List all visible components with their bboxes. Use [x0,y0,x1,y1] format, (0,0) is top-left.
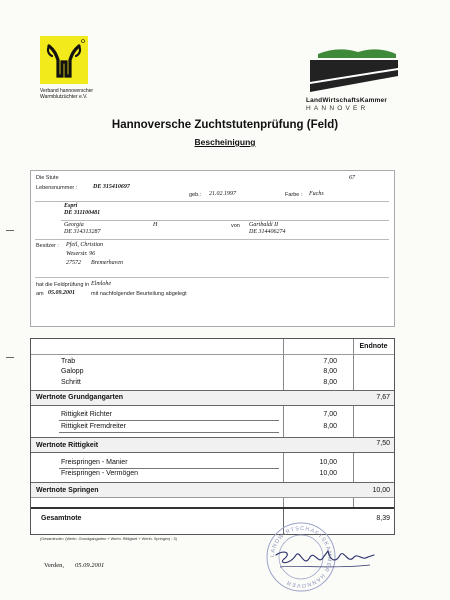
life-number-value: DE 315410697 [93,184,130,190]
color-label: Farbe : [285,192,303,198]
rideability-judge-value: 7,00 [323,411,337,418]
jumping-ability-value: 10,00 [319,470,337,477]
mare-label: Die Stute [36,175,59,181]
gaits-total-label: Wertnote Grundgangarten [36,394,123,401]
exam-place: Elmlohe [91,281,111,287]
overall-score-value: 8,39 [376,515,390,522]
owner-zip: 27572 [66,260,81,266]
handwritten-signature-icon [270,545,380,575]
dam-letter: H [153,222,158,228]
chamber-name: LandWirtschaftsKammer [306,97,388,104]
dam-sire-name: Garibaldi II [249,222,279,228]
document-subtitle: Bescheinigung [194,137,256,147]
owner-label: Besitzer : [36,243,59,249]
sire-number: DE 311100481 [64,210,101,216]
chamber-city: HANNOVER [306,105,369,112]
dam-sire-number: DE 314406274 [249,229,286,235]
gait-trab-value: 7,00 [323,358,337,365]
jumping-total-value: 10,00 [372,487,390,494]
jumping-total-label: Wertnote Springen [36,487,99,494]
gait-schritt-value: 8,00 [323,379,337,386]
issue-date: 05.09.2001 [75,562,105,569]
color-value: Fuchs [309,191,324,197]
rideability-guest-rider-label: Rittigkeit Fremdreiter [61,423,126,430]
horse-head-logo-icon [40,36,88,84]
owner-street: Weserstr. 96 [66,251,96,257]
born-label: geb.: [189,192,202,198]
gait-trab-label: Trab [61,358,76,365]
document-title: Hannoversche Zuchtstutenprüfung (Feld) [111,119,339,131]
jumping-style-label: Freispringen - Manier [61,459,128,466]
gaits-total-value: 7,67 [376,394,390,401]
gait-galopp-label: Galopp [61,368,84,375]
mare-details-form [30,170,395,327]
rideability-guest-rider-value: 8,00 [323,423,337,430]
exam-date-prefix: am [36,291,44,297]
seal-text: LANDWIRTSCHAFTSKAMMER HANNOVER [269,525,333,589]
overall-score-label: Gesamtnote [41,515,82,522]
dam-sire-label: von [231,223,240,229]
rideability-total-label: Wertnote Rittigkeit [36,442,99,449]
owner-city: Bremerhaven [91,260,123,266]
final-score-header: Endnote [359,343,388,350]
mare-number: 67 [349,175,355,181]
association-name-line2: Warmblutzüchter e.V. [40,94,88,100]
issue-place: Verden, [44,562,65,569]
life-number-label: Lebensnummer : [36,185,78,191]
score-formula-note: (Gesamtnote= (Wertn. Grundgangarten + Wertn. Rittigkeit + Wertn. Springen) : 3) [40,537,177,541]
gait-schritt-label: Schritt [61,379,81,386]
margin-mark [6,230,14,231]
exam-text: hat die Feldprüfung in [36,282,90,288]
jumping-ability-label: Freispringen - Vermögen [61,470,139,477]
exam-date: 05.09.2001 [48,290,75,296]
born-value: 21.02.1997 [209,191,236,197]
rideability-judge-label: Rittigkeit Richter [61,411,112,418]
owner-name: Pfeil, Christian [66,242,104,248]
association-name-line1: Verband hannoverscher [40,88,94,94]
jumping-style-value: 10,00 [319,459,337,466]
rideability-total-value: 7,50 [376,440,390,447]
results-table [30,338,395,535]
sire-name: Espri [64,203,78,209]
gait-galopp-value: 8,00 [323,368,337,375]
exam-suffix: mit nachfolgender Beurteilung abgelegt [91,291,187,297]
association-name [40,88,120,100]
chamber-field-logo-icon [308,46,400,94]
margin-mark [6,357,14,358]
dam-number: DE 314313287 [64,229,101,235]
dam-name: Georgia [64,222,84,228]
